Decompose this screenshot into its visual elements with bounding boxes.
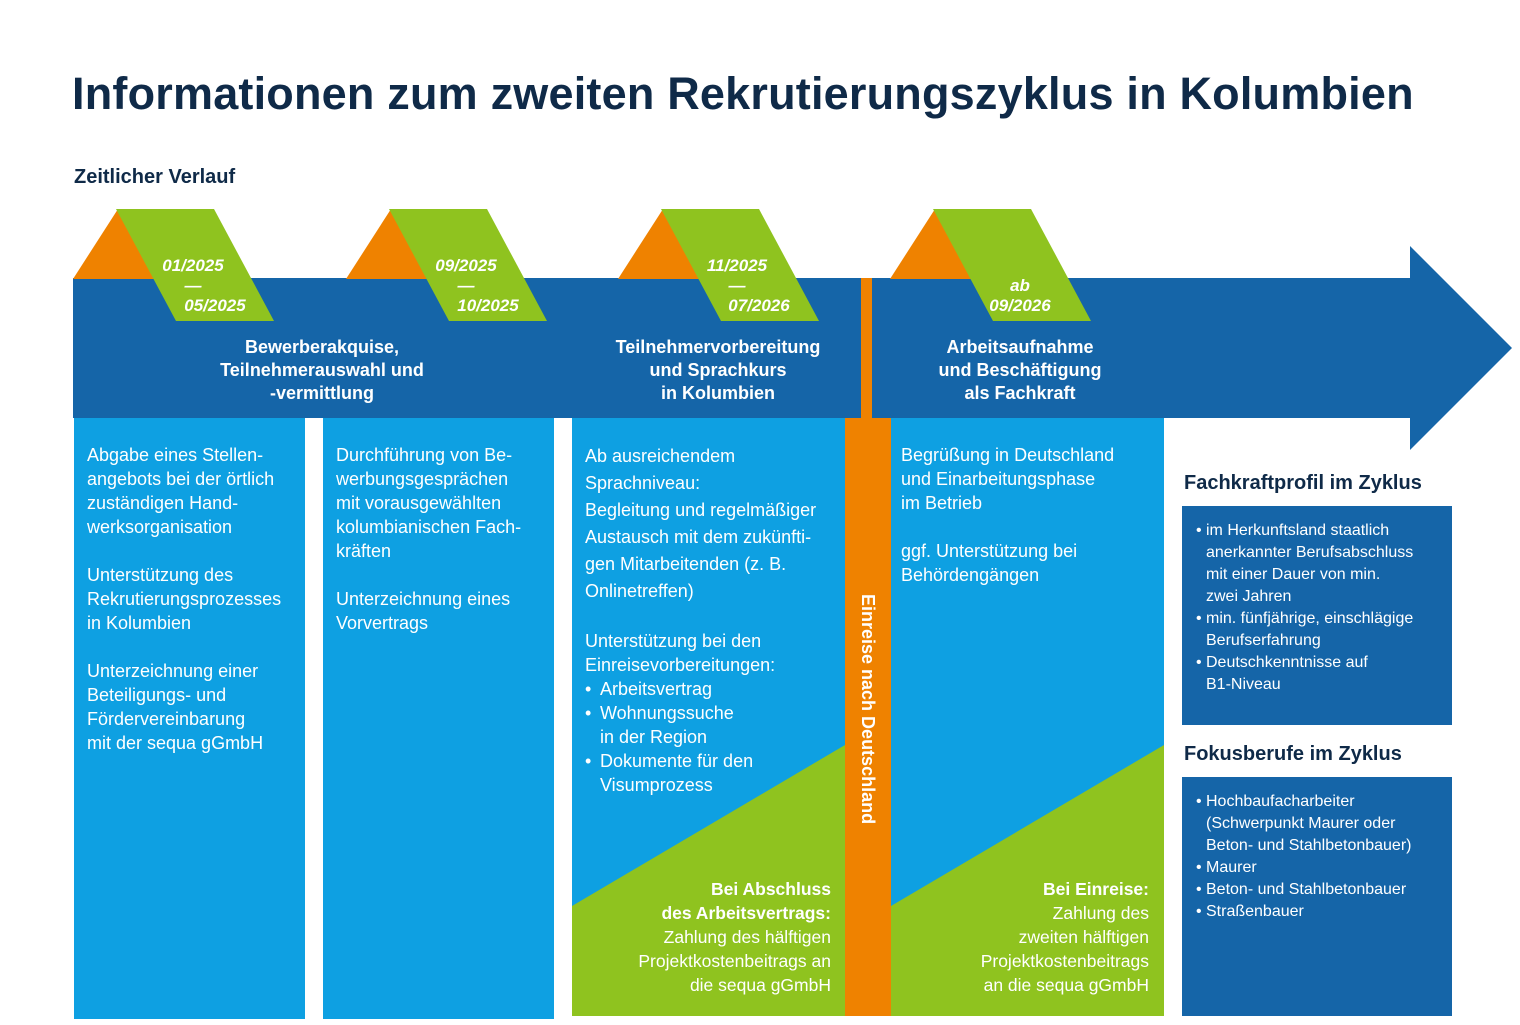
column-3-paragraph: Unterstützung bei den Einreisevorbereitungen: [585,631,776,675]
list-item: • Maurer [1196,857,1440,879]
column-1-paragraph: Unterstützung des Rekrutierungsprozesses in Kolumbien [87,565,282,633]
column-2-paragraph: Unterzeichnung eines Vorvertrags [336,589,511,633]
column-4-paragraph: ggf. Unterstützung bei Behördengängen [901,541,1078,585]
phase-1-label: Bewerberakquise, Teilnehmerauswahl und -vermittlung [220,337,424,403]
list-item: • Wohnungssuche in der Region [585,701,843,749]
column-3-text [585,443,843,797]
list-item: • Hochbaufacharbeiter (Schwerpunkt Maurer oder Beton- und Stahlbetonbauer) [1196,791,1440,857]
column-3-paragraph: Ab ausreichendem Sprachniveau: [585,446,736,493]
list-item: • min. fünfjährige, einschlägige Berufserfahrung [1196,608,1440,652]
focus-heading: Fokusberufe im Zyklus [1184,743,1402,765]
entry-germany-label: Einreise nach Deutschland [858,594,878,825]
list-item: • Beton- und Stahlbetonbauer [1196,879,1440,901]
milestone-2-date: 09/2025 — 10/2025 [435,256,519,315]
milestone-1-date: 01/2025 — 05/2025 [162,256,246,315]
list-item: • Straßenbauer [1196,901,1440,923]
profile-heading: Fachkraftprofil im Zyklus [1184,472,1422,494]
milestone-4-date: ab 09/2026 [989,276,1051,315]
timeline-subtitle: Zeitlicher Verlauf [74,166,236,188]
column-1-paragraph: Unterzeichnung einer Beteiligungs- und Fördervereinbarung mit der sequa gGmbH [87,661,264,753]
column-2-text [336,443,552,659]
column-3-paragraph: Begleitung und regelmäßiger Austausch mit dem zukünfti- gen Mitarbeitenden (z. B. Onlinetreffen) [585,500,817,601]
entry-preparation-list [585,677,843,797]
column-4-paragraph: Begrüßung in Deutschland und Einarbeitungsphase im Betrieb [901,445,1115,513]
column-2-paragraph: Durchführung von Be- werbungsgesprächen mit vorausgewählten kolumbianischen Fach- kräften [336,445,522,561]
payment-note-2: Bei Einreise: Zahlung des zweiten hälftigen Projektkostenbeitrags an die sequa gGmbH [980,879,1149,995]
column-4-text [901,443,1159,611]
list-item: • Deutschkenntnisse auf B1-Niveau [1196,652,1440,696]
focus-box [1182,777,1452,1016]
column-1-paragraph: Abgabe eines Stellen- angebots bei der örtlich zuständigen Hand- werksorganisation [87,445,275,537]
payment-note-1: Bei Abschluss des Arbeitsvertrags: Zahlung des hälftigen Projektkostenbeitrags an die sequa gGmbH [638,879,831,995]
phase-2-label: Teilnehmervorbereitung und Sprachkurs in Kolumbien [615,337,821,403]
column-1-text [87,443,303,779]
page-title: Informationen zum zweiten Rekrutierungszyklus in Kolumbien [72,68,1414,119]
entry-divider-line [861,278,872,418]
list-item: • im Herkunftsland staatlich anerkannter Berufsabschluss mit einer Dauer von min. zwei Jahren [1196,520,1440,608]
phase-3-label: Arbeitsaufnahme und Beschäftigung als Fachkraft [938,337,1102,403]
list-item: • Arbeitsvertrag [585,677,843,701]
milestone-3-date: 11/2025 — 07/2026 [706,256,790,315]
profile-box [1182,506,1452,725]
list-item: • Dokumente für den Visumprozess [585,749,843,797]
